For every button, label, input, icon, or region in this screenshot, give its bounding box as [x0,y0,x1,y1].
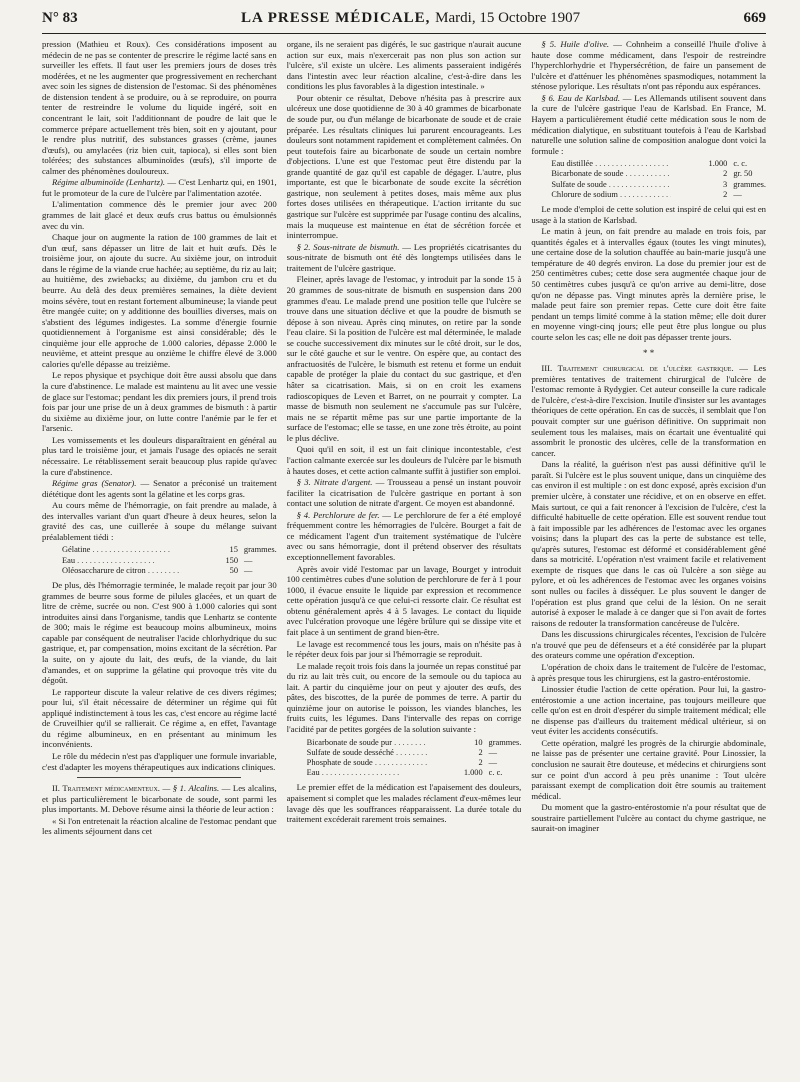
paragraph [287,477,522,509]
ingredient-unit: — [488,757,498,767]
ingredient-amount: 10 [474,737,483,747]
ingredient-amount: 2 [723,189,728,199]
ingredient-unit: c. c. [488,768,503,778]
ingredient-amount: 2 [478,757,483,767]
section-heading: Régime albuminoïde (Lenhartz). [52,177,166,188]
ingredient-amount: 3 [723,179,728,189]
ingredient-unit: grammes. [488,737,522,747]
issue-number: N° 83 [42,10,78,26]
page-header [42,0,766,34]
paragraph: Après avoir vidé l'estomac par un lavage, Bourget y introduit 100 centimètres cubes d'une solution de perchlorure de fer à 1 pour 1000, il évacue ensuite le liquide par expression et recommence cette opération jusqu'à ce que celui-ci ressorte clair. Ce résultat est obtenu généralement après 4 à 5 lavages. Le contact du liquide avec l'ulcération provoque une légère brûlure qui se dissipe vite et fait place à un sentiment de grand bien-être. [286,563,522,637]
page-number: 669 [743,10,766,26]
ingredient-name: Bicarbonate de soude pur . . . [307,738,427,748]
ingredient-name: Gélatine . . . [62,545,182,555]
paragraph-text: — Les alcalins, et plus particulièrement le bicarbonate de soude, sont parmi les plus importants. M. Debove résume ainsi la théorie de leur action : [42,783,277,815]
formula-gelatine [42,545,277,576]
paragraph [287,242,522,274]
ingredient-name: Sulfate de soude desséché . . . [307,748,427,758]
paragraph-text: — Le perchlorure de fer a été employé fréquemment contre les hémorragies de l'ulcère. Bourget a fait de ce médicament l'agent d'un traitement systématique de l'ulcère avec ou sans hémorragie, dont il prétend observer des résultats exceptionnellement favorables. [286,509,522,562]
paragraph: Quoi qu'il en soit, il est un fait clinique incontestable, c'est l'action calmante exercée sur les douleurs de l'ulcère par le bismuth à hautes doses, et cette action calmante suffit à justifier son emploi. [286,444,522,476]
ingredient-name: Chlorure de sodium . . . [551,190,671,200]
paragraph [531,93,766,156]
section-heading: Régime gras (Senator). [52,478,137,489]
section-heading: III. Traitement chirurgical de l'ulcère gastrique. [541,363,734,374]
formula-row [42,556,277,566]
paragraph-text: — Les propriétés cicatrisantes du sous-nitrate de bismuth ont été dès longtemps utilisées dans le traitement de l'ulcère gastrique. [286,241,522,273]
ingredient-amount: 50 [229,565,238,575]
paragraph: Dans les discussions chirurgicales récentes, l'excision de l'ulcère n'a trouvé que peu de défenseurs et a été considérée par la plupart des orateurs comme une opération d'exception. [531,629,766,661]
paragraph: Le lavage est recommencé tous les jours, mais on n'hésite pas à le répéter deux fois par jour si l'hémorragie se reproduit. [286,638,522,660]
ingredient-unit: — [244,555,253,565]
column-3 [531,39,766,1075]
paragraph: Le rapporteur discute la valeur relative de ces divers régimes; pour lui, s'il était nécessaire de déterminer un régime qui fût appliqué indistinctement à tous les cas, c'est encore au régime lacté de Cruveilhier qu'il se rallierait. Ce régime a, en effet, l'avantage du régime albumineux, en en présentant au minimum les inconvénients. [42,686,277,750]
section-divider [77,777,241,778]
formula-row [42,545,277,555]
section-heading: § 3. Nitrate d'argent. [296,477,373,488]
ingredient-unit: — [733,189,742,199]
issue-date: Mardi, 15 Octobre 1907 [435,10,581,26]
ingredient-unit: gr. 50 [733,169,753,179]
ingredient-unit: — [244,565,253,575]
section-stars: * * [643,348,655,359]
paragraph: L'alimentation commence dès le premier jour avec 200 grammes de lait glacé et deux œufs crus battus ou émulsionnés avec du vin. [42,199,277,231]
paragraph-text: — Les premières tentatives de traitement chirurgical de l'ulcère de l'estomac remonte à Rydygier. Cet auteur conseille la cure radicale de l'ulcère, c'est-à-dire l'excision. Inutile d'insister sur les avantages théoriques de cette opération. En cas de succès, il semblait que l'on pouvait compter sur une guérison définitive. On supprimait non seulement tous les malaises, mais on écartait une éventualité qui assombrit le pronostic des ulcères, celle de la transformation en cancer. [531,363,766,458]
section-heading: § 6. Eau de Karlsbad. [541,92,621,103]
column-1 [42,39,277,1075]
formula-row [287,748,522,758]
paragraph [42,177,277,198]
paragraph: Le mode d'emploi de cette solution est inspiré de celui qui est en usage à la station de Karlsbad. [531,204,766,225]
paragraph: Le malade reçoit trois fois dans la journée un repas constitué par du riz au lait très cuit, ou encore de la semoule ou du tapioca au lait. A partir du cinquième jour on peut y ajouter des œufs, des pâtes, des biscottes, de la purée de pommes de terre. A partir du quinzième jour on autorise le poisson, les viandes blanches, les fruits cuits, les légumes. Dans l'intervalle des repas on corrige l'acidité par de petites gorgées de la solution suivante : [286,660,522,734]
ingredient-unit: grammes. [243,545,277,555]
paragraph: Pour obtenir ce résultat, Debove n'hésita pas à prescrire aux ulcéreux une dose quotidienne de 30 à 40 grammes de bicarbonate de soude pur, ou d'un mélange de bicarbonate de soude et de craie préparée. Les résultats cliniques lui parurent encourageants. Les douleurs sont notamment rapidement et complètement calmées. On peut toutefois faire au bicarbonate de soude un certain nombre d'objections. L'une est que l'estomac peut être distendu par la grande quantité de gaz qu'il est capable de dégager. L'autre, plus importante, est que le bicarbonate de soude excite la sécrétion gastrique, non seulement à petites doses, mais même aux plus fortes doses utilisées en thérapeutique. L'action irritante du suc gastrique sur l'ulcère est supprimée par l'usage continu des alcalins, mais la muqueuse est maintenue en état de sécrétion forcée et ininterrompue. [286,92,522,241]
formula-row [287,738,522,748]
paragraph: Les vomissements et les douleurs disparaîtraient en général au plus tard le troisième jour, et jamais l'usage des opiacés ne serait nécessaire. Le rétablissement serait beaucoup plus rapide qu'avec la cure d'abstinence. [42,434,277,477]
paragraph [287,510,522,563]
ingredient-amount: 15 [229,545,238,555]
journal-name: LA PRESSE MÉDICALE, [240,10,431,26]
formula-row [531,180,766,190]
paragraph: Le repos physique et psychique doit être aussi absolu que dans la cure d'abstinence. Le malade est maintenu au lit avec une vessie de glace sur l'estomac; pendant les dix premiers jours, il prend trois fois par jour une prise de un à deux grammes de bismuth : à partir du sixième au dixième jour, on lutte contre l'anémie par le fer et l'arsenic. [42,370,277,434]
section-heading: § 2. Sous-nitrate de bismuth. [296,241,400,252]
paragraph [531,39,766,92]
ingredient-name: Phosphate de soude . . . [307,758,427,768]
paragraph [42,478,277,499]
ingredient-amount: 150 [225,555,238,565]
ingredient-amount: 1.000 [708,159,728,169]
formula-row [531,169,766,179]
paragraph-text: — Trousseau a pensé un instant pouvoir faciliter la cicatrisation de l'ulcère gastrique en portant à son contact une solution de nitrate d'argent. Ce moyen est abandonné. [286,477,522,509]
subsection-heading: — § 1. Alcalins. [159,783,220,794]
formula-row [287,768,522,778]
formula-row [287,758,522,768]
paragraph: Linossier étudie l'action de cette opération. Pour lui, la gastro-entérostomie a une action incertaine, pas toujours meilleure que celle qu'on est en droit d'espérer du simple traitement médical; elle ne dispense pas d'ailleurs du traitement médical ultérieur, si on veut éviter les accidents consécutifs. [531,684,766,737]
ingredient-name: Eau . . . [62,556,182,566]
paragraph [531,363,766,458]
ingredient-unit: grammes. [733,179,766,189]
formula-row [531,159,766,169]
ingredient-amount: 1.000 [463,768,483,778]
ingredient-name: Eau distillée . . . [551,159,671,169]
paragraph: organe, ils ne seraient pas digérés, le suc gastrique n'aurait aucune action sur eux, mais n'exercerait pas non plus son action sur l'ulcère, s'il existe un ulcère. Les aliments passeraient indigérés dans l'intestin avec leur réaction alcaline, c'est-à-dire dans les conditions les plus favorables à la digestion intestinale. » [286,39,522,92]
paragraph-text: — Les Allemands utilisent souvent dans la cure de l'ulcère gastrique l'eau de Karlsbad. En France, M. Hayem a particulièrement étudié cette médication sous le nom de médication dialytique, en substituant toutefois à l'eau de Karlsbad naturelle une solution saline de composition analogue dont voici la formule : [531,92,766,156]
paragraph-text: — C'est Lenhartz qui, en 1901, fut le promoteur de la cure de l'ulcère par l'alimentation azotée. [42,177,277,198]
section-heading: II. Traitement médicamenteux. [52,783,160,794]
formula-alkaline-solution [287,738,522,779]
paragraph: Cette opération, malgré les progrès de la chirurgie abdominale, ne laisse pas de présenter une certaine gravité. Pour Linossier, la conclusion ne saurait être douteuse, et médecins et chirurgiens sont sur ce point d'un accord à peu près unanime : Tout ulcère paraissant exempt de complication doit être soumis au traitement médical. [531,737,766,801]
ingredient-name: Bicarbonate de soude . . . [551,169,671,179]
paragraph: L'opération de choix dans le traitement de l'ulcère de l'estomac, à après presque tous les chirurgiens, est la gastro-entérostomie. [531,661,766,683]
formula-row [42,566,277,576]
paragraph: Du moment que la gastro-entérostomie n'a pour résultat que de soustraire partiellement l'ulcère au contact du chyme gastrique, ne saurait-on imaginer [531,802,766,834]
paragraph [42,783,277,815]
section-heading: § 4. Perchlorure de fer. [296,509,380,520]
ingredient-amount: 2 [478,747,483,757]
formula-row [531,190,766,200]
paragraph: Le matin à jeun, on fait prendre au malade en trois fois, par quantités égales et à intervalles égaux (toutes les vingt minutes), une certaine dose de la solution chauffée au bain-marie jusqu'à une température de 40 degrés environ. La dose du premier jour est de 250 centimètres cubes; cette dose sera augmentée chaque jour de 50 centimètres cubes jusqu'à ce qu'on arrive au demi-litre, dose qu'on ne dépasse pas. Vingt minutes après la dernière prise, le malade peut faire son premier repas. Cette cure doit être faite pendant un temps limité comme à la station même; elle doit durer en moyenne vingt-cinq jours; elle peut être plus longue ou plus courte selon les cas; elle ne doit pas dépasser trente jours. [531,226,766,342]
column-2 [287,39,522,1075]
ingredient-amount: 2 [723,169,728,179]
paragraph: Fleiner, après lavage de l'estomac, y introduit par la sonde 15 à 20 grammes de sous-nitrate de bismuth en suspension dans 200 grammes d'eau. Le malade prend une position telle que l'ulcère se trouve dans une situation déclive et que la poudre de bismuth se dépose à son niveau. Après cinq minutes, on retire par la sonde l'eau claire. Si la position de l'ulcère est mal déterminée, le malade se couche successivement dix minutes sur le côté droit, sur le dos, sur le côté gauche et sur le ventre. On espère que, au contact des anfractuosités de l'ulcère, le bismuth est retenu et forme un enduit capable de protéger la plaie du contact du suc gastrique, et d'en hâter sa cicatrisation. Mais, si on en croit les examens radioscopiques de Leven et Barret, on ne pourrait y compter. La masse de bismuth non seulement ne s'accumule pas sur l'ulcère, mais ne se répartit même pas sur une partie importante de la surface de l'estomac; elle se tasse, en une zone très étroite, au point le plus déclive. [286,274,522,443]
paragraph: Le premier effet de la médication est l'apaisement des douleurs, apaisement si complet que les malades réclament d'eux-mêmes leur lavage dès que les souffrances réapparaissent. La durée totale du traitement excéderait rarement trois semaines. [286,782,522,825]
paragraph: De plus, dès l'hémorragie terminée, le malade reçoit par jour 30 grammes de beurre sous forme de pilules glacées, et un quart de litre de crème, sucrée ou non. C'est 900 à 1.000 calories qui sont introduites ainsi dans l'organisme, tandis que Lenhartz se contente de 300; mais le régime est beaucoup moins albumineux, moins capable par conséquent de neutraliser l'acide chlorhydrique du suc gastrique, et, par compensation, moins excitant de la sécrétion. Par la suite, on y ajoute du lait, des œufs, de la viande, du lait d'amandes, et on supprime la gélatine qui provoque très vite du dégoût. [42,580,277,686]
ingredient-unit: — [488,747,498,757]
paragraph: « Si l'on entretenait la réaction alcaline de l'estomac pendant que les aliments séjournent dans cet [42,815,277,837]
formula-karlsbad [531,159,766,200]
text-columns [42,39,766,1075]
paragraph-text: — Senator a préconisé un traitement diététique dont les agents sont la gélatine et les corps gras. [42,478,277,499]
section-heading: § 5. Huile d'olive. [541,39,610,49]
paragraph: Chaque jour on augmente la ration de 100 grammes de lait et d'un œuf, sans dépasser un litre de lait et huit œufs. Dès le troisième jour, on ajoute du sucre. Au sixième jour, on introduit dans le régime de la viande crue hachée; au septième, du riz au lait; au huitième, des zwiebacks; au dixième, du jambon cru et du beurre. Au delà des deux premières semaines, la diète devient moins sévère, tout en restant fortement albumineuse; la viande peut être mangée cuite; on y additionne des bouillies diverses, mais on s'abstient des légumes indigestes. La somme d'énergie fournie quotidiennement à l'organisme est ainsi considérable; dès le cinquième jour elle approche de 1.000 calories, dépasse 2.000 le neuvième, et atteint presque au onzième le chiffre élevé de 3.000 calories qu'elle dépasse au treizième. [42,232,277,369]
journal-title [241,10,580,27]
paragraph: Dans la réalité, la guérison n'est pas aussi définitive qu'il le paraît. Si l'ulcère est le plus souvent unique, dans un cinquième des cas environ il est multiple : on est donc exposé, après excision d'un premier ulcère, à constater une récidive, et on en observe en effet. Mais surtout, ce qui a fait renoncer à l'excision de l'ulcère, c'est la difficulté habituelle de cette opération. Elle est souvent rendue tout à fait impossible par les adhérences de l'estomac avec les organes voisins; dans la plupart des cas la perte de substance est telle, qu'après sutures, l'estomac est déformé et considérablement gêné dans sa motricité. L'opération n'est vraiment facile et relativement exempte de risques que dans le cas où l'ulcère a son siège au pylore, et où les adhérences de l'estomac avec les organes voisins sont nulles ou faciles à disséquer. Le plus souvent le danger de l'opération est plus grand que celui de la lésion. On ne serait autorisé à exposer le malade à ce danger que si l'on avait de fortes raisons de redouter la transformation cancéreuse de l'ulcère. [531,459,766,628]
paragraph-text: — Cohnheim a conseillé l'huile d'olive à haute dose comme médicament, dans l'espoir de restreindre l'hyperchlorhydrie et l'hypersécrétion, de faire un pansement de l'ulcère et d'atténuer les phénomènes spasmodiques, notamment la sténose pylorique. Les résultats n'ont pas répondu aux espérances. [531,39,766,92]
paragraph: pression (Mathieu et Roux). Ces considérations imposent au médecin de ne pas se contenter de prescrire le régime lacté sans en surveiller les effets. Il faut user les premiers jours de doses très modérées, et ne les augmenter que progressivement en recherchant avec soin les signes de distension de l'estomac. Si des phénomènes de distension tendent à se produire, ou à se reproduire, on pourra tenter de restreindre le volume du liquide ingéré, soit en concentrant le lait, soit l'additionnant de poudre de lait que le commerce prépare actuellement très bien, soit en y ajoutant, pour le rendre plus nutritif, des substances grasses (crème, jaunes d'œufs), ou amylacées (riz bien cuit, tapioca), si elles sont bien tolérées; des substances albuminoïdes (œufs), s'il importe de calmer des phénomènes douloureux. [42,39,277,176]
ingredient-name: Eau . . . [307,768,427,778]
ingredient-name: Sulfate de soude . . . [551,180,671,190]
ingredient-name: Oléosaccharure de citron . . . [62,566,182,576]
paragraph: Au cours même de l'hémorragie, on fait prendre au malade, à des intervalles variant d'un quart d'heure à deux heures, selon la gravité des cas, une cuillerée à soupe du mélange suivant préalablement tiédi : [42,500,277,542]
ingredient-unit: c. c. [733,159,748,169]
paragraph: Le rôle du médecin n'est pas d'appliquer une formule invariable, c'est d'adapter les moyens thérapeutiques aux indications cliniques. [42,751,277,772]
